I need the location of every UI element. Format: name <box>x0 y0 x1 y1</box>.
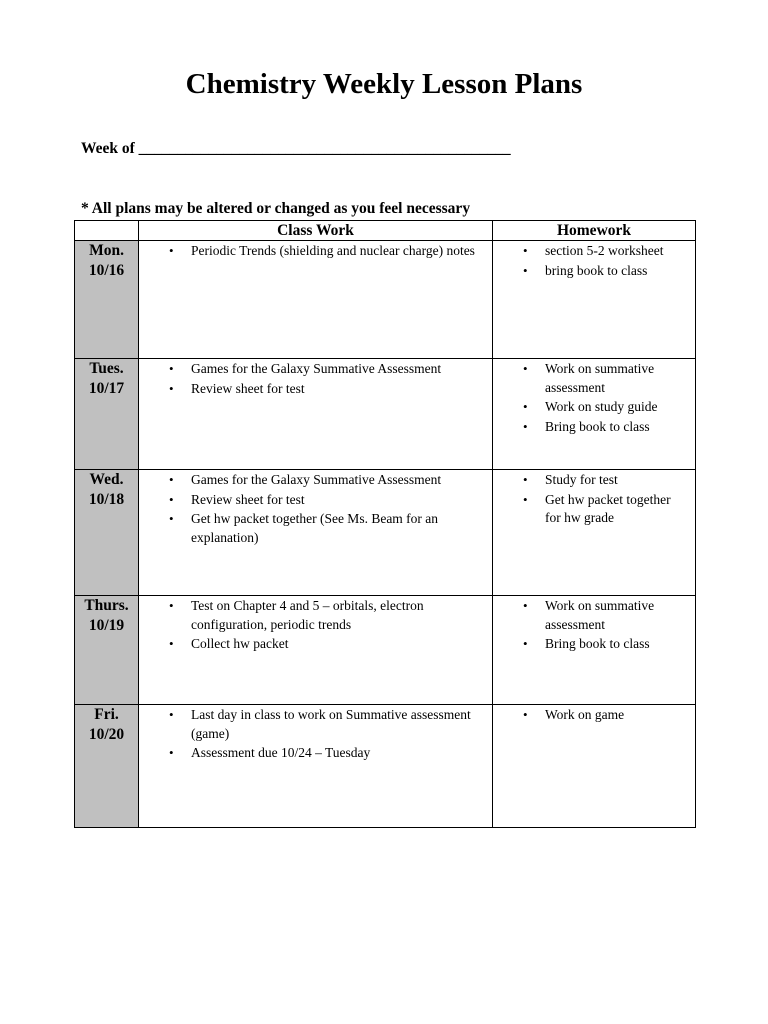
classwork-item: • Assessment due 10/24 – Tuesday <box>139 744 486 763</box>
classwork-item: • Last day in class to work on Summative assessment (game) <box>139 706 486 743</box>
homework-item: • section 5-2 worksheet <box>493 242 689 261</box>
homework-item: • Bring book to class <box>493 635 689 654</box>
classwork-item: • Review sheet for test <box>139 380 486 399</box>
day-date: 10/17 <box>88 380 125 397</box>
homework-cell <box>493 470 696 596</box>
homework-cell <box>493 705 696 828</box>
week-of-line: Week of ________________________________________________ <box>81 140 511 157</box>
homework-item: • bring book to class <box>493 262 689 281</box>
day-cell <box>75 359 139 470</box>
day-label: Wed. <box>89 471 124 488</box>
classwork-item: • Periodic Trends (shielding and nuclear charge) notes <box>139 242 486 261</box>
classwork-cell <box>139 596 493 705</box>
homework-item: • Work on summative assessment <box>493 360 689 397</box>
classwork-item: • Test on Chapter 4 and 5 – orbitals, electron configuration, periodic trends <box>139 597 486 634</box>
homework-item: • Bring book to class <box>493 418 689 437</box>
plans-note: * All plans may be altered or changed as you feel necessary <box>81 200 471 217</box>
header-class-work: Class Work <box>139 221 493 241</box>
table-row <box>75 705 696 828</box>
table-row <box>75 596 696 705</box>
day-label: Fri. <box>94 706 119 723</box>
homework-cell <box>493 359 696 470</box>
classwork-item: • Collect hw packet <box>139 635 486 654</box>
classwork-cell <box>139 241 493 359</box>
homework-item: • Get hw packet together for hw grade <box>493 491 689 528</box>
table-row <box>75 359 696 470</box>
homework-cell <box>493 596 696 705</box>
lesson-plan-table <box>74 220 696 828</box>
day-label: Mon. <box>89 242 124 259</box>
table-header-row <box>75 221 696 241</box>
classwork-item: • Get hw packet together (See Ms. Beam for an explanation) <box>139 510 486 547</box>
classwork-item: • Games for the Galaxy Summative Assessment <box>139 360 486 379</box>
homework-item: • Work on summative assessment <box>493 597 689 634</box>
day-label: Thurs. <box>84 597 129 614</box>
day-date: 10/19 <box>88 617 125 634</box>
classwork-item: • Review sheet for test <box>139 491 486 510</box>
day-cell <box>75 470 139 596</box>
table-row <box>75 470 696 596</box>
homework-cell <box>493 241 696 359</box>
day-label: Tues. <box>89 360 124 377</box>
header-day <box>75 221 139 241</box>
classwork-item: • Games for the Galaxy Summative Assessment <box>139 471 486 490</box>
day-date: 10/16 <box>88 262 125 279</box>
classwork-cell <box>139 359 493 470</box>
homework-item: • Work on game <box>493 706 689 725</box>
day-cell <box>75 241 139 359</box>
page-title: Chemistry Weekly Lesson Plans <box>185 68 583 100</box>
table-row <box>75 241 696 359</box>
homework-item: • Study for test <box>493 471 689 490</box>
day-cell <box>75 705 139 828</box>
day-cell <box>75 596 139 705</box>
day-date: 10/20 <box>88 726 125 743</box>
classwork-cell <box>139 705 493 828</box>
header-homework: Homework <box>493 221 696 241</box>
day-date: 10/18 <box>88 491 125 508</box>
homework-item: • Work on study guide <box>493 398 689 417</box>
classwork-cell <box>139 470 493 596</box>
